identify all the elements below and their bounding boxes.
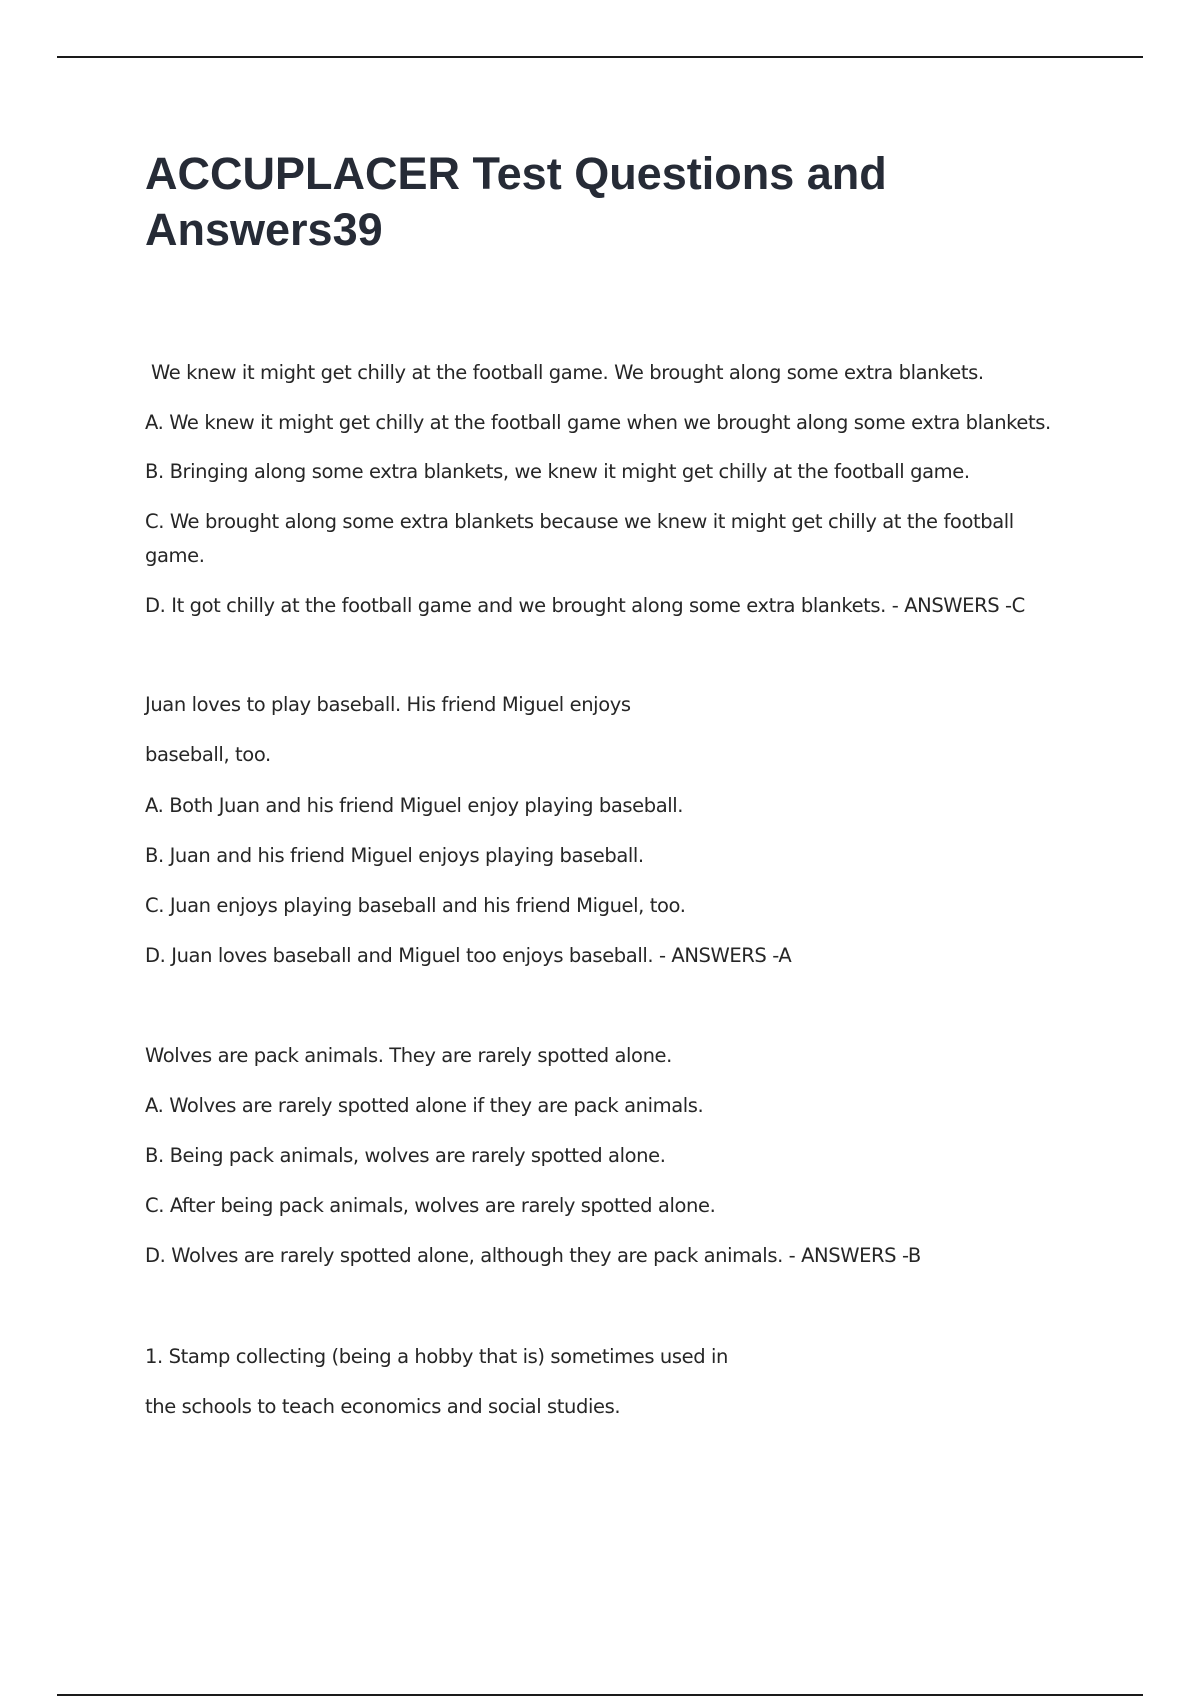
question-1-option-b: B. Bringing along some extra blankets, we knew it might get chilly at the football game. <box>145 460 970 483</box>
question-1-stem: We knew it might get chilly at the football game. We brought along some extra blankets. <box>151 361 984 384</box>
document-title: ACCUPLACER Test Questions and Answers39 <box>145 148 887 255</box>
question-1-option-c: C. We brought along some extra blankets because we knew it might get chilly at the football game. <box>145 510 1014 567</box>
bottom-rule <box>57 1694 1143 1696</box>
top-rule <box>57 56 1143 58</box>
question-1-option-a: A. We knew it might get chilly at the football game when we brought along some extra blankets. <box>145 411 1051 434</box>
question-3-option-c: C. After being pack animals, wolves are rarely spotted alone. <box>145 1194 716 1217</box>
question-3-stem: Wolves are pack animals. They are rarely spotted alone. <box>145 1044 672 1067</box>
question-3-option-a: A. Wolves are rarely spotted alone if they are pack animals. <box>145 1094 704 1117</box>
question-4-stem-line-1: 1. Stamp collecting (being a hobby that is) sometimes used in <box>145 1345 728 1368</box>
question-3-option-d: D. Wolves are rarely spotted alone, although they are pack animals. - ANSWERS -B <box>145 1244 921 1267</box>
question-3-option-b: B. Being pack animals, wolves are rarely spotted alone. <box>145 1144 666 1167</box>
question-2-stem-line-1: Juan loves to play baseball. His friend Miguel enjoys <box>145 693 631 716</box>
question-2-option-c: C. Juan enjoys playing baseball and his friend Miguel, too. <box>145 894 686 917</box>
question-4-stem-line-2: the schools to teach economics and social studies. <box>145 1395 621 1418</box>
question-2-option-d: D. Juan loves baseball and Miguel too enjoys baseball. - ANSWERS -A <box>145 944 792 967</box>
question-2-option-a: A. Both Juan and his friend Miguel enjoy playing baseball. <box>145 794 684 817</box>
question-2-option-b: B. Juan and his friend Miguel enjoys playing baseball. <box>145 844 644 867</box>
question-1-option-d: D. It got chilly at the football game and we brought along some extra blankets. - ANSWERS -C <box>145 594 1025 617</box>
question-2-stem-line-2: baseball, too. <box>145 743 271 766</box>
